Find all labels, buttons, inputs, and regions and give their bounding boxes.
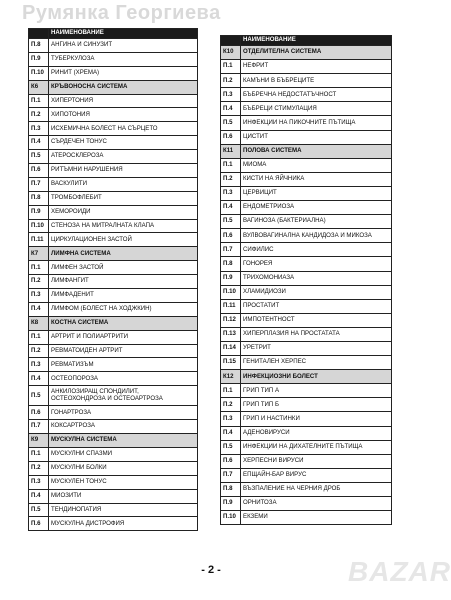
row-code: П.6 (221, 130, 241, 144)
row-code: П.1 (221, 384, 241, 398)
table-header-row (221, 36, 392, 46)
row-code: П.2 (29, 275, 49, 289)
row-name: ТЕНДИНОПАТИЯ (49, 503, 198, 517)
table-row (29, 205, 198, 219)
row-code: П.4 (29, 136, 49, 150)
table-row (221, 271, 392, 285)
row-code: П.1 (221, 158, 241, 172)
row-name: ЛИМФАНГИТ (49, 275, 198, 289)
row-name: ОРНИТОЗА (241, 497, 392, 511)
row-code: П.2 (29, 461, 49, 475)
row-name: МИОМА (241, 158, 392, 172)
row-code: П.1 (29, 447, 49, 461)
row-name: ВУЛВОВАГИНАЛНА КАНДИДОЗА И МИКОЗА (241, 229, 392, 243)
row-name: ЕКЗЕМИ (241, 511, 392, 525)
row-name: ГРИП ТИП А (241, 384, 392, 398)
row-name: ПРОСТАТИТ (241, 299, 392, 313)
row-name: ОТДЕЛИТЕЛНА СИСТЕМА (241, 46, 392, 60)
row-name: ВАГИНОЗА (БАКТЕРИАЛНА) (241, 215, 392, 229)
table-row (29, 233, 198, 247)
section-row (29, 434, 198, 448)
table-row (221, 60, 392, 74)
row-name: ВАСКУЛИТИ (49, 177, 198, 191)
row-code: П.11 (221, 299, 241, 313)
row-code: П.4 (221, 426, 241, 440)
row-name: СТЕНОЗА НА МИТРАЛНАТА КЛАПА (49, 219, 198, 233)
table-row (221, 257, 392, 271)
table-row (29, 177, 198, 191)
row-code: П.3 (29, 358, 49, 372)
row-code: П.5 (221, 116, 241, 130)
row-name: КАМЪНИ В БЪБРЕЦИТЕ (241, 74, 392, 88)
row-code: П.2 (29, 344, 49, 358)
table-row (221, 243, 392, 257)
table-row (221, 511, 392, 525)
row-name: АНКИЛОЗИРАЩ СПОНДИЛИТ, ОСТЕОХОНДРОЗА И ОСТЕОАРТРОЗА (49, 386, 198, 406)
table-row (221, 102, 392, 116)
row-code: П.13 (221, 327, 241, 341)
row-code: П.10 (221, 285, 241, 299)
row-name: ВЪЗПАЛЕНИЕ НА ЧЕРНИЯ ДРОБ (241, 482, 392, 496)
row-code: К10 (221, 46, 241, 60)
table-row (221, 313, 392, 327)
table-row (221, 130, 392, 144)
table-row (29, 372, 198, 386)
section-row (221, 370, 392, 384)
row-name: ГРИП ТИП Б (241, 398, 392, 412)
row-name: БЪБРЕЧНА НЕДОСТАТЪЧНОСТ (241, 88, 392, 102)
row-code: П.4 (221, 102, 241, 116)
table-row (221, 327, 392, 341)
row-name: МУСКУЛНИ БОЛКИ (49, 461, 198, 475)
row-code: П.7 (221, 243, 241, 257)
row-code: П.6 (29, 164, 49, 178)
row-name: ХЕРПЕСНИ ВИРУСИ (241, 454, 392, 468)
table-row (221, 398, 392, 412)
row-code: П.14 (221, 341, 241, 355)
row-code: П.5 (221, 215, 241, 229)
table-row (29, 330, 198, 344)
row-code: П.10 (29, 66, 49, 80)
row-code: П.2 (221, 172, 241, 186)
row-code: П.12 (221, 313, 241, 327)
row-name: ИМПОТЕНТНОСТ (241, 313, 392, 327)
row-code: К8 (29, 316, 49, 330)
row-code: П.7 (29, 177, 49, 191)
row-code: К11 (221, 144, 241, 158)
table-row (221, 215, 392, 229)
row-code: П.3 (29, 289, 49, 303)
table-row (29, 136, 198, 150)
row-code: П.5 (29, 150, 49, 164)
row-name: ПОЛОВА СИСТЕМА (241, 144, 392, 158)
row-name: ЛИМФЕН ЗАСТОЙ (49, 261, 198, 275)
row-name: МУСКУЛНИ СПАЗМИ (49, 447, 198, 461)
row-code: П.5 (29, 386, 49, 406)
table-row (221, 356, 392, 370)
row-name: ТУБЕРКУЛОЗА (49, 52, 198, 66)
row-code: П.6 (29, 517, 49, 531)
row-code: П.8 (29, 39, 49, 53)
row-name: ГОНОРЕЯ (241, 257, 392, 271)
row-name: РИНИТ (ХРЕМА) (49, 66, 198, 80)
row-code: П.3 (221, 186, 241, 200)
table-row (221, 299, 392, 313)
row-name: ТРОМБОФЛЕБИТ (49, 191, 198, 205)
page-number: - 2 - (201, 564, 221, 576)
table-row (221, 482, 392, 496)
row-name: ХЕМОРОИДИ (49, 205, 198, 219)
table-row (29, 219, 198, 233)
table-row (221, 201, 392, 215)
row-code: П.10 (221, 511, 241, 525)
row-name: АНГИНА И СИНУЗИТ (49, 39, 198, 53)
row-name: ЦЕРВИЦИТ (241, 186, 392, 200)
section-row (29, 247, 198, 261)
row-code: П.1 (29, 261, 49, 275)
row-name: ЕПЩАЙН-БАР ВИРУС (241, 468, 392, 482)
row-name: ХИПОТОНИЯ (49, 108, 198, 122)
table-row (29, 108, 198, 122)
row-code: П.2 (221, 74, 241, 88)
table-row (221, 74, 392, 88)
row-code: П.3 (221, 412, 241, 426)
table-row (29, 503, 198, 517)
row-name: ЦИСТИТ (241, 130, 392, 144)
table-row (29, 275, 198, 289)
table-row (221, 158, 392, 172)
watermark-logo: BAZAR (348, 556, 451, 587)
row-code: К7 (29, 247, 49, 261)
row-code: П.6 (221, 454, 241, 468)
table-row (221, 229, 392, 243)
table-row (29, 52, 198, 66)
row-name: БЪБРЕЦИ СТИМУЛАЦИЯ (241, 102, 392, 116)
table-row (221, 454, 392, 468)
row-name: ТРИХОМОНИАЗА (241, 271, 392, 285)
row-name: РЕВМАТИЗЪМ (49, 358, 198, 372)
section-row (221, 46, 392, 60)
row-code: П.7 (29, 420, 49, 434)
row-name: ГЕНИТАЛЕН ХЕРПЕС (241, 356, 392, 370)
row-code: П.9 (221, 271, 241, 285)
row-name: РИТЪМНИ НАРУШЕНИЯ (49, 164, 198, 178)
table-row (221, 426, 392, 440)
table-row (29, 289, 198, 303)
row-code: П.10 (29, 219, 49, 233)
row-name: МУСКУЛНА СИСТЕМА (49, 434, 198, 448)
row-code: П.8 (29, 191, 49, 205)
table-row (221, 186, 392, 200)
row-code: П.1 (221, 60, 241, 74)
row-name: ИСХЕМИЧНА БОЛЕСТ НА СЪРЦЕТО (49, 122, 198, 136)
row-code: П.7 (221, 468, 241, 482)
row-name: КОКСАРТРОЗА (49, 420, 198, 434)
row-name: ЦИРКУЛАЦИОНЕН ЗАСТОЙ (49, 233, 198, 247)
table-row (221, 497, 392, 511)
header-code-cell (29, 29, 49, 39)
table-row (29, 191, 198, 205)
table-row (29, 517, 198, 531)
header-label: НАИМЕНОВАНИЕ (49, 29, 198, 39)
table-row (29, 406, 198, 420)
table-row (29, 420, 198, 434)
row-name: СЪРДЕЧЕН ТОНУС (49, 136, 198, 150)
row-name: КРЪВОНОСНА СИСТЕМА (49, 80, 198, 94)
row-code: П.2 (221, 398, 241, 412)
table-row (221, 88, 392, 102)
row-code: П.8 (221, 482, 241, 496)
row-code: П.9 (29, 52, 49, 66)
row-name: АДЕНОВИРУСИ (241, 426, 392, 440)
header-code-cell (221, 36, 241, 46)
row-name: НЕФРИТ (241, 60, 392, 74)
table-row (221, 116, 392, 130)
table-row (221, 440, 392, 454)
row-name: ХИПЕРПЛАЗИЯ НА ПРОСТАТАТА (241, 327, 392, 341)
row-code: П.3 (29, 475, 49, 489)
table-row (221, 285, 392, 299)
table-row (221, 172, 392, 186)
section-row (29, 316, 198, 330)
row-code: К9 (29, 434, 49, 448)
table-row (29, 302, 198, 316)
row-code: П.9 (221, 497, 241, 511)
table-row (29, 261, 198, 275)
row-name: КИСТИ НА ЯЙЧНИКА (241, 172, 392, 186)
row-code: П.4 (29, 372, 49, 386)
row-code: П.4 (29, 302, 49, 316)
table-row (29, 461, 198, 475)
author-name: Румянка Георгиева (22, 2, 221, 24)
row-name: АРТРИТ И ПОЛИАРТРИТИ (49, 330, 198, 344)
table-row (29, 94, 198, 108)
row-code: П.6 (221, 229, 241, 243)
row-code: П.1 (29, 94, 49, 108)
section-row (29, 80, 198, 94)
header-label: НАИМЕНОВАНИЕ (241, 36, 392, 46)
right-code-table (220, 35, 392, 525)
table-row (29, 122, 198, 136)
row-code: П.1 (29, 330, 49, 344)
row-name: ЛИМФНА СИСТЕМА (49, 247, 198, 261)
row-code: П.4 (29, 489, 49, 503)
row-name: МУСКУЛНА ДИСТРОФИЯ (49, 517, 198, 531)
row-name: МИОЗИТИ (49, 489, 198, 503)
row-code: К6 (29, 80, 49, 94)
row-name: ГРИП И НАСТИНКИ (241, 412, 392, 426)
row-code: П.3 (29, 122, 49, 136)
table-row (29, 386, 198, 406)
row-name: СИФИЛИС (241, 243, 392, 257)
row-name: ЛИМФАДЕНИТ (49, 289, 198, 303)
row-code: П.9 (29, 205, 49, 219)
row-name: ИНФЕКЦИОЗНИ БОЛЕСТ (241, 370, 392, 384)
section-row (221, 144, 392, 158)
row-name: ОСТЕОПОРОЗА (49, 372, 198, 386)
row-code: П.15 (221, 356, 241, 370)
table-row (29, 489, 198, 503)
row-name: ИНФЕКЦИИ НА ПИКОЧНИТЕ ПЪТИЩА (241, 116, 392, 130)
row-code: П.2 (29, 108, 49, 122)
row-code: П.6 (29, 406, 49, 420)
row-name: ЕНДОМЕТРИОЗА (241, 201, 392, 215)
row-name: МУСКУЛЕН ТОНУС (49, 475, 198, 489)
table-row (29, 66, 198, 80)
row-code: К12 (221, 370, 241, 384)
row-name: КОСТНА СИСТЕМА (49, 316, 198, 330)
row-name: ХЛАМИДИОЗИ (241, 285, 392, 299)
row-name: ЛИМФОМ (БОЛЕСТ НА ХОДЖКИН) (49, 302, 198, 316)
row-name: РЕВМАТОИДЕН АРТРИТ (49, 344, 198, 358)
row-code: П.5 (221, 440, 241, 454)
row-name: УРЕТРИТ (241, 341, 392, 355)
left-code-table (28, 28, 198, 531)
table-row (29, 344, 198, 358)
table-row (29, 39, 198, 53)
table-header-row (29, 29, 198, 39)
table-row (221, 384, 392, 398)
table-row (221, 341, 392, 355)
row-name: АТЕРОСКЛЕРОЗА (49, 150, 198, 164)
table-row (29, 447, 198, 461)
row-code: П.3 (221, 88, 241, 102)
row-code: П.5 (29, 503, 49, 517)
table-row (221, 468, 392, 482)
row-code: П.8 (221, 257, 241, 271)
row-code: П.4 (221, 201, 241, 215)
table-row (29, 150, 198, 164)
row-name: ИНФЕКЦИИ НА ДИХАТЕЛНИТЕ ПЪТИЩА (241, 440, 392, 454)
table-row (221, 412, 392, 426)
row-name: ХИПЕРТОНИЯ (49, 94, 198, 108)
table-row (29, 475, 198, 489)
row-code: П.11 (29, 233, 49, 247)
row-name: ГОНАРТРОЗА (49, 406, 198, 420)
table-row (29, 358, 198, 372)
table-row (29, 164, 198, 178)
